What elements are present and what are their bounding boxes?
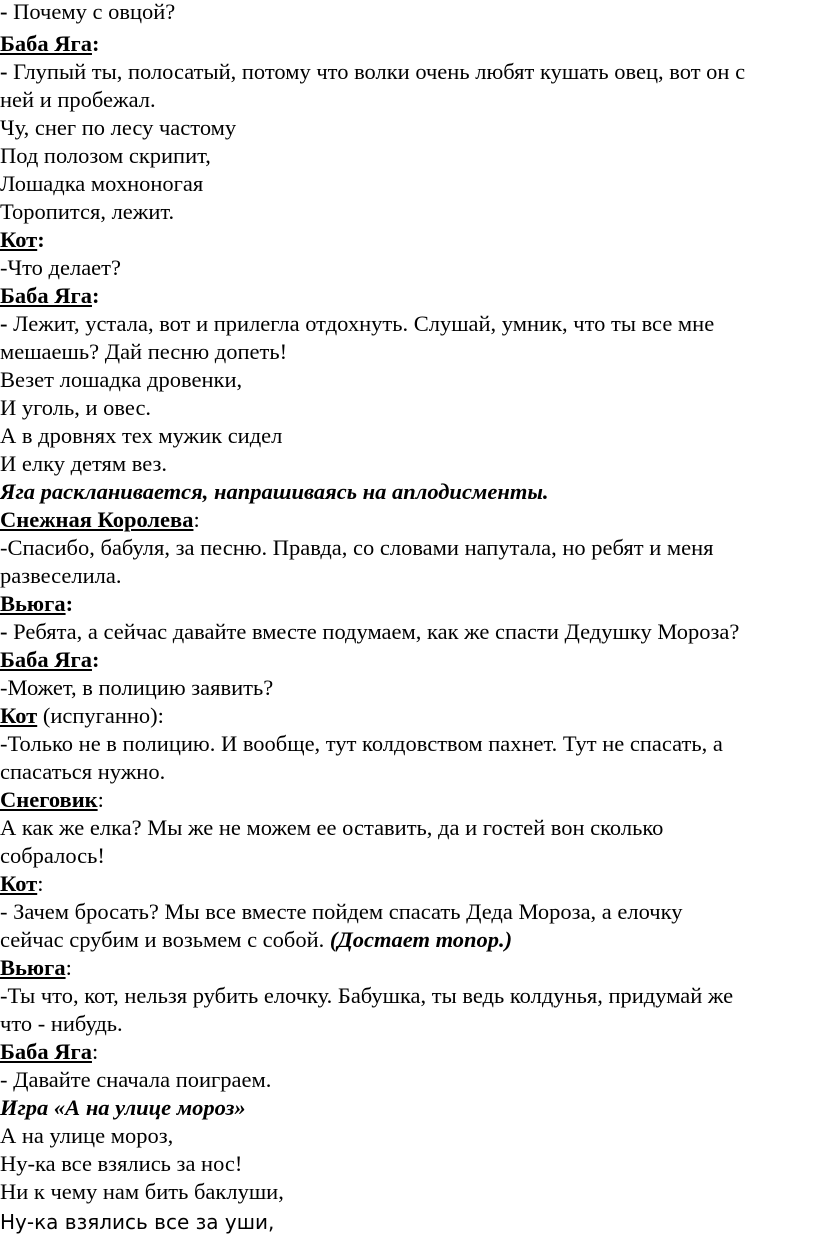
dialogue-line: мешаешь? Дай песню допеть!	[0, 339, 288, 364]
dialogue-line: - Почему с овцой?	[0, 0, 176, 24]
speaker-heading: Баба Яга:	[0, 31, 100, 56]
speaker-heading: Вьюга:	[0, 955, 72, 980]
speaker-heading: Баба Яга:	[0, 283, 100, 308]
verse-line: А на улице мороз,	[0, 1123, 174, 1148]
dialogue-line: что - нибудь.	[0, 1011, 123, 1036]
dialogue-line: -Только не в полицию. И вообще, тут колдовством пахнет. Тут не спасать, а	[0, 731, 723, 756]
dialogue-line: - Лежит, устала, вот и прилегла отдохнуть. Слушай, умник, что ты все мне	[0, 311, 715, 336]
dialogue-line: - Ребята, а сейчас давайте вместе подумаем, как же спасти Дедушку Мороза?	[0, 619, 740, 644]
dialogue-line: -Ты что, кот, нельзя рубить елочку. Бабушка, ты ведь колдунья, придумай же	[0, 983, 734, 1008]
stage-direction: Яга раскланивается, напрашиваясь на аплодисменты.	[0, 479, 549, 504]
verse-line: И елку детям вез.	[0, 451, 168, 476]
dialogue-line: -Что делает?	[0, 255, 121, 280]
verse-line: Везет лошадка дровенки,	[0, 367, 243, 392]
verse-line: А в дровнях тех мужик сидел	[0, 423, 283, 448]
dialogue-line: -Спасибо, бабуля, за песню. Правда, со словами напутала, но ребят и меня	[0, 535, 714, 560]
dialogue-line: спасаться нужно.	[0, 759, 166, 784]
verse-line: Лошадка мохноногая	[0, 171, 204, 196]
dialogue-line: А как же елка? Мы же не можем ее оставить, да и гостей вон сколько	[0, 815, 664, 840]
speaker-heading: Кот (испуганно):	[0, 703, 164, 728]
game-title: Игра «А на улице мороз»	[0, 1095, 246, 1120]
verse-line: Ну-ка взялись все за уши,	[0, 1210, 275, 1234]
dialogue-line: ней и пробежал.	[0, 87, 156, 112]
dialogue-line: сейчас срубим и возьмем с собой. (Достает топор.)	[0, 927, 513, 952]
verse-line: И уголь, и овес.	[0, 395, 152, 420]
speaker-heading: Снежная Королева:	[0, 507, 200, 532]
speaker-heading: Кот:	[0, 227, 45, 252]
dialogue-line: - Зачем бросать? Мы все вместе пойдем спасать Деда Мороза, а елочку	[0, 899, 683, 924]
verse-line: Ни к чему нам бить баклуши,	[0, 1179, 284, 1204]
speaker-heading: Баба Яга:	[0, 1039, 99, 1064]
dialogue-line: -Может, в полицию заявить?	[0, 675, 274, 700]
stage-direction: (Достает топор.)	[329, 927, 513, 952]
verse-line: Торопится, лежит.	[0, 199, 175, 224]
verse-line: Ну-ка все взялись за нос!	[0, 1151, 243, 1176]
dialogue-line: - Глупый ты, полосатый, потому что волки очень любят кушать овец, вот он с	[0, 59, 746, 84]
dialogue-line: - Давайте сначала поиграем.	[0, 1067, 272, 1092]
verse-line: Под полозом скрипит,	[0, 143, 211, 168]
speaker-heading: Кот:	[0, 871, 44, 896]
verse-line: Чу, снег по лесу частому	[0, 115, 237, 140]
speaker-heading: Баба Яга:	[0, 647, 100, 672]
dialogue-line: собралось!	[0, 843, 105, 868]
speaker-heading: Снеговик:	[0, 787, 104, 812]
speaker-heading: Вьюга:	[0, 591, 74, 616]
dialogue-line: развеселила.	[0, 563, 122, 588]
